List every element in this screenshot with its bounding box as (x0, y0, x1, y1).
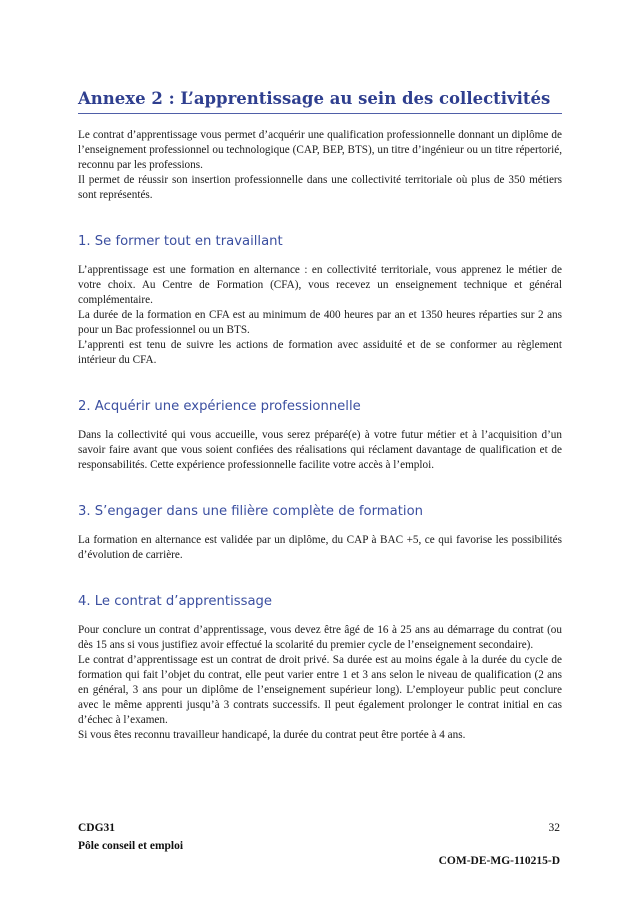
page-content (78, 88, 562, 743)
section-paragraph: Le contrat d’apprentissage est un contrat de droit privé. Sa durée est au moins égale à la durée du cycle de formation qui fait l’objet du contrat, elle peut varier entre 1 et 3 ans selon le niveau de qualification (2 ans en général, 3 ans pour un diplôme de l’enseignement supérieur long). L’employeur public peut conclure avec le même apprenti jusqu’à 3 contrats successifs. Il peut également prolonger le contrat initial en cas d’échec à l’examen. (78, 654, 562, 726)
section-body (78, 623, 562, 743)
section-paragraph: L’apprentissage est une formation en alternance : en collectivité territoriale, vous apprenez le métier de votre choix. Au Centre de Formation (CFA), vous recevez un enseignement technique et général complémentaire. (78, 264, 562, 306)
section-3 (78, 503, 562, 563)
page-number: 32 (548, 822, 560, 834)
section-4 (78, 593, 562, 743)
section-2 (78, 398, 562, 473)
section-paragraph: Pour conclure un contrat d’apprentissage, vous devez être âgé de 16 à 25 ans au démarrage du contrat (ou dès 15 ans si vous justifiez avoir effectué la scolarité du premier cycle de l’enseignement secondaire). (78, 624, 562, 651)
page-title: Annexe 2 : L’apprentissage au sein des collectivités (78, 88, 562, 114)
section-heading: 3. S’engager dans une filière complète de formation (78, 504, 423, 519)
section-body (78, 263, 562, 368)
section-paragraph: La durée de la formation en CFA est au minimum de 400 heures par an et 1350 heures réparties sur 2 ans pour un Bac professionnel ou un BTS. (78, 309, 562, 336)
section-paragraph: Dans la collectivité qui vous accueille, vous serez préparé(e) à votre futur métier et à l’acquisition d’un savoir faire avant que vous soient confiées des réalisations qui réclament davantage de qualification et de responsabilités. Cette expérience professionnelle facilite votre accès à l’emploi. (78, 429, 562, 471)
footer-org: CDG31 (78, 822, 116, 834)
section-heading: 1. Se former tout en travaillant (78, 234, 283, 249)
section-heading: 4. Le contrat d’apprentissage (78, 594, 273, 609)
intro-block (78, 128, 562, 203)
footer-org-block (78, 819, 183, 855)
section-paragraph: L’apprenti est tenu de suivre les actions de formation avec assiduité et de se conformer au règlement intérieur du CFA. (78, 339, 562, 366)
section-body (78, 428, 562, 473)
intro-paragraph: Il permet de réussir son insertion professionnelle dans une collectivité territoriale où plus de 350 métiers sont représentés. (78, 174, 562, 201)
section-body (78, 533, 562, 563)
section-1 (78, 233, 562, 368)
footer-department: Pôle conseil et emploi (78, 840, 184, 852)
section-heading: 2. Acquérir une expérience professionnelle (78, 399, 361, 414)
section-paragraph: Si vous êtes reconnu travailleur handicapé, la durée du contrat peut être portée à 4 ans. (78, 729, 466, 741)
document-reference: COM-DE-MG-110215-D (438, 855, 560, 867)
section-paragraph: La formation en alternance est validée par un diplôme, du CAP à BAC +5, ce qui favorise les possibilités d’évolution de carrière. (78, 534, 562, 561)
intro-paragraph: Le contrat d’apprentissage vous permet d’acquérir une qualification professionnelle donnant un diplôme de l’enseignement professionnel ou technologique (CAP, BEP, BTS), un titre d’ingénieur ou un titre répertorié, reconnu par les professions. (78, 129, 562, 171)
